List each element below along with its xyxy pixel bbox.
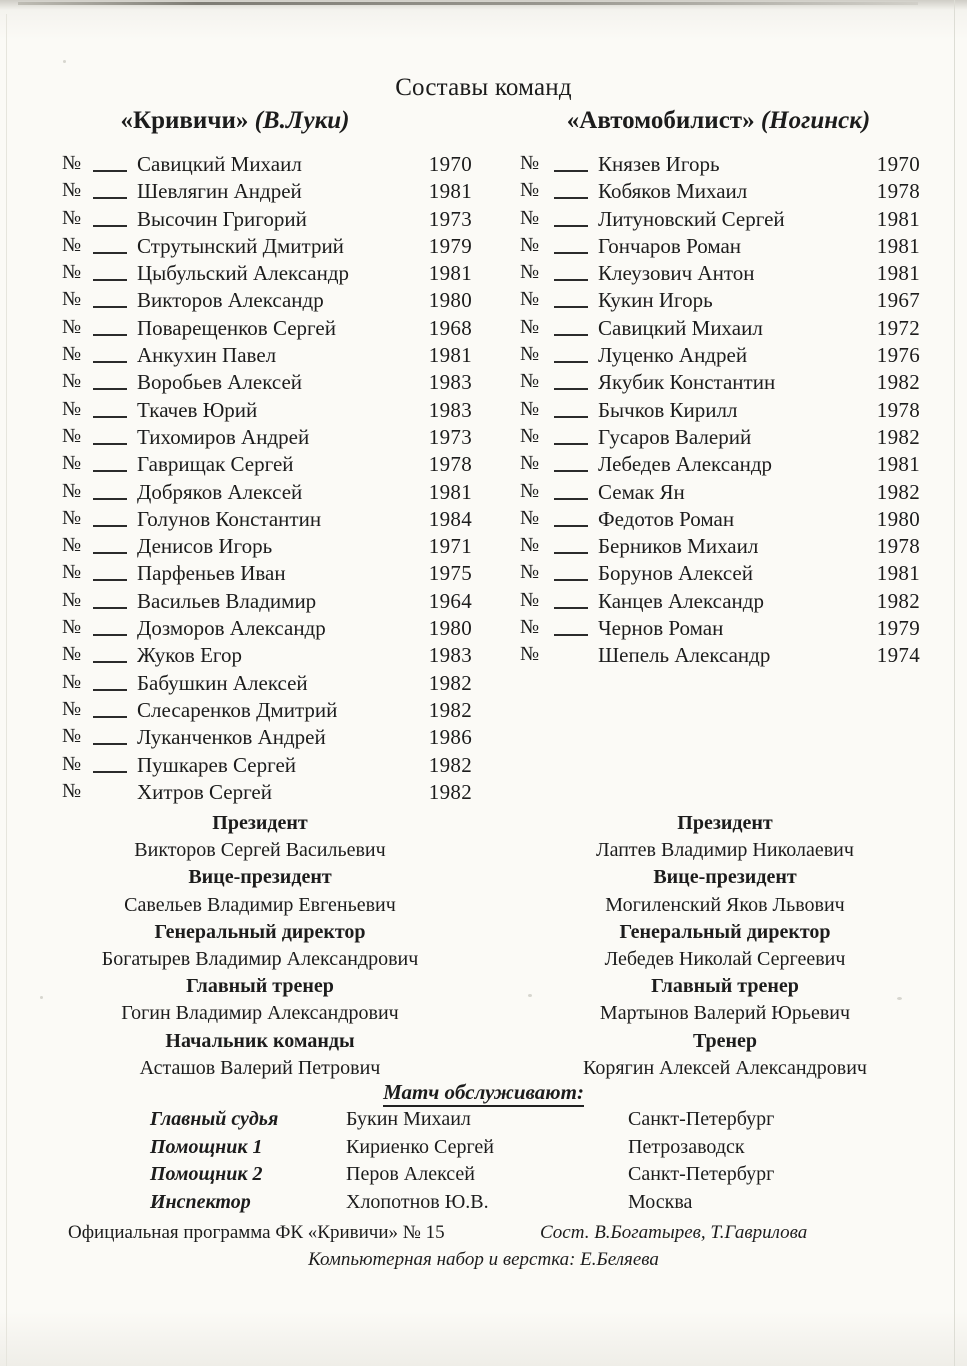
player-name: Якубик Константин <box>598 370 776 395</box>
player-row <box>62 370 472 397</box>
player-number-label: № <box>62 233 82 256</box>
player-name: Савицкий Михаил <box>137 152 302 176</box>
staff-person: Мартынов Валерий Юрьевич <box>599 1002 851 1025</box>
staff-person: Богатырев Владимир Александрович <box>101 948 419 971</box>
program-issue-text: Официальная программа ФК «Кривичи» № 15 <box>68 1222 445 1243</box>
player-number-blank <box>554 416 588 418</box>
official-name: Кириенко Сергей <box>346 1135 495 1158</box>
player-row <box>62 316 472 343</box>
player-number-label: № <box>520 370 540 393</box>
staff-person: Могиленский Яков Львович <box>605 893 845 916</box>
player-number-blank <box>554 552 588 554</box>
player-number-blank <box>93 197 127 199</box>
player-row <box>520 370 920 397</box>
player-number-blank <box>554 525 588 527</box>
player-number-label: № <box>62 288 82 311</box>
player-birth-year: 1970 <box>428 152 472 176</box>
player-name: Лебедев Александр <box>598 452 773 477</box>
player-number-label: № <box>62 397 82 420</box>
player-number-blank <box>93 470 127 472</box>
official-city: Санкт-Петербург <box>628 1108 775 1130</box>
player-number-blank <box>554 197 588 199</box>
player-number-label: № <box>62 643 82 666</box>
player-birth-year: 1982 <box>876 479 920 504</box>
player-birth-year: 1981 <box>428 479 472 504</box>
staff-home <box>40 810 480 1082</box>
player-birth-year: 1986 <box>428 725 472 750</box>
player-number-blank <box>93 661 127 663</box>
team-name-away: «Автомобилист» <box>566 107 755 134</box>
player-number-blank <box>93 225 127 227</box>
player-row <box>62 561 472 588</box>
player-name: Шепель Александр <box>598 643 771 668</box>
player-birth-year: 1981 <box>428 261 472 286</box>
player-number-blank <box>93 170 127 172</box>
player-number-blank <box>554 470 588 472</box>
player-number-label: № <box>520 616 540 639</box>
official-name: Хлопотнов Ю.В. <box>346 1190 489 1213</box>
player-birth-year: 1980 <box>428 616 472 641</box>
player-name: Воробьев Алексей <box>137 370 303 395</box>
player-number-blank <box>554 361 588 363</box>
player-number-label: № <box>62 588 82 611</box>
player-birth-year: 1982 <box>428 779 472 804</box>
player-name: Жуков Егор <box>137 643 243 668</box>
player-birth-year: 1979 <box>428 233 472 258</box>
player-birth-year: 1976 <box>876 343 920 368</box>
player-number-label: № <box>62 452 82 475</box>
player-name: Слесаренков Дмитрий <box>137 697 338 722</box>
player-name: Князев Игорь <box>598 152 720 176</box>
player-name: Гончаров Роман <box>598 233 742 258</box>
player-number-label: № <box>520 397 540 420</box>
player-row <box>520 207 920 234</box>
player-birth-year: 1974 <box>876 643 920 668</box>
player-name: Чернов Роман <box>598 616 724 641</box>
player-birth-year: 1981 <box>876 233 920 258</box>
player-birth-year: 1973 <box>428 206 472 231</box>
official-city: Петрозаводск <box>628 1135 745 1158</box>
official-role: Главный судья <box>150 1108 279 1130</box>
player-number-blank <box>93 279 127 281</box>
staff-role: Генеральный директор <box>619 920 831 943</box>
player-row <box>62 343 472 370</box>
player-number-blank <box>554 306 588 308</box>
player-row <box>520 643 920 670</box>
player-number-blank <box>93 743 127 745</box>
player-number-blank <box>554 388 588 390</box>
player-birth-year: 1982 <box>876 370 920 395</box>
player-birth-year: 1964 <box>428 588 472 613</box>
player-name: Струтынский Дмитрий <box>137 233 344 258</box>
staff-role: Главный тренер <box>651 975 799 998</box>
player-birth-year: 1978 <box>876 179 920 204</box>
player-number-blank <box>554 443 588 445</box>
player-row <box>520 561 920 588</box>
player-number-label: № <box>520 588 540 611</box>
player-name: Кобяков Михаил <box>598 179 748 204</box>
typesetting-credit: Компьютерная набор и верстка: Е.Беляева <box>308 1249 659 1270</box>
player-number-label: № <box>62 697 82 720</box>
player-birth-year: 1984 <box>428 506 472 531</box>
player-name: Федотов Роман <box>598 506 735 531</box>
player-name: Бабушкин Алексей <box>137 670 308 695</box>
official-row <box>150 1163 850 1191</box>
player-number-blank <box>93 716 127 718</box>
player-number-label: № <box>520 288 540 311</box>
player-row <box>520 589 920 616</box>
player-row <box>520 480 920 507</box>
player-name: Берников Михаил <box>598 534 759 559</box>
player-birth-year: 1981 <box>876 261 920 286</box>
player-row <box>62 780 472 807</box>
staff-person: Гогин Владимир Александрович <box>121 1002 399 1025</box>
player-name: Голунов Константин <box>137 506 322 531</box>
player-row <box>62 698 472 725</box>
player-row <box>62 234 472 261</box>
player-number-blank <box>554 279 588 281</box>
player-number-blank <box>554 579 588 581</box>
player-name: Парфеньев Иван <box>137 561 286 586</box>
player-number-label: № <box>62 616 82 639</box>
player-row <box>62 534 472 561</box>
player-name: Денисов Игорь <box>137 534 273 559</box>
player-birth-year: 1968 <box>428 315 472 340</box>
player-row <box>520 316 920 343</box>
player-number-label: № <box>62 370 82 393</box>
player-birth-year: 1970 <box>876 152 920 176</box>
player-birth-year: 1982 <box>428 670 472 695</box>
player-number-blank <box>93 252 127 254</box>
player-row <box>62 207 472 234</box>
player-name: Кукин Игорь <box>598 288 713 313</box>
player-row <box>62 288 472 315</box>
player-number-blank <box>93 525 127 527</box>
player-number-blank <box>93 607 127 609</box>
player-number-blank <box>554 334 588 336</box>
player-number-label: № <box>520 233 540 256</box>
player-number-blank <box>93 552 127 554</box>
player-number-blank <box>93 361 127 363</box>
player-name: Васильев Владимир <box>137 588 317 613</box>
player-row <box>520 288 920 315</box>
player-row <box>520 398 920 425</box>
player-birth-year: 1982 <box>876 588 920 613</box>
player-number-blank <box>93 771 127 773</box>
player-row <box>62 452 472 479</box>
player-row <box>520 343 920 370</box>
staff-person: Корягин Алексей Александрович <box>583 1056 867 1079</box>
player-number-label: № <box>62 670 82 693</box>
player-name: Бычков Кирилл <box>598 397 738 422</box>
player-number-blank <box>554 498 588 500</box>
player-number-blank <box>93 498 127 500</box>
official-row <box>150 1191 850 1219</box>
staff-role: Вице-президент <box>188 866 332 889</box>
player-name: Гаврищак Сергей <box>137 452 294 477</box>
player-name: Шевлягин Андрей <box>137 179 302 204</box>
player-birth-year: 1981 <box>876 206 920 231</box>
player-number-blank <box>554 634 588 636</box>
player-birth-year: 1980 <box>876 506 920 531</box>
player-row <box>62 725 472 752</box>
player-number-label: № <box>520 561 540 584</box>
official-role: Инспектор <box>150 1190 251 1213</box>
player-number-label: № <box>62 479 82 502</box>
player-birth-year: 1967 <box>876 288 920 313</box>
player-birth-year: 1981 <box>428 343 472 368</box>
player-birth-year: 1972 <box>876 315 920 340</box>
player-birth-year: 1982 <box>876 424 920 449</box>
player-row <box>520 179 920 206</box>
player-name: Клеузович Антон <box>598 261 755 286</box>
player-birth-year: 1978 <box>428 452 472 477</box>
player-row <box>520 507 920 534</box>
player-number-blank <box>93 634 127 636</box>
player-row <box>62 589 472 616</box>
official-role: Помощник 2 <box>150 1163 263 1185</box>
official-role: Помощник 1 <box>150 1135 263 1158</box>
player-number-blank <box>93 689 127 691</box>
staff-person: Викторов Сергей Васильевич <box>134 839 386 862</box>
staff-role: Президент <box>212 812 308 834</box>
player-number-label: № <box>520 643 540 666</box>
player-birth-year: 1983 <box>428 643 472 668</box>
roster-away <box>520 152 920 671</box>
player-number-blank <box>93 416 127 418</box>
player-name: Савицкий Михаил <box>598 315 763 340</box>
player-name: Тихомиров Андрей <box>137 424 310 449</box>
player-birth-year: 1981 <box>876 452 920 477</box>
player-number-label: № <box>520 315 540 338</box>
staff-person: Лаптев Владимир Николаевич <box>596 839 854 862</box>
player-row <box>520 152 920 179</box>
team-header-away <box>470 107 967 135</box>
player-name: Борунов Алексей <box>598 561 753 586</box>
player-birth-year: 1982 <box>428 752 472 777</box>
player-name: Высочин Григорий <box>137 206 307 231</box>
player-birth-year: 1982 <box>428 697 472 722</box>
officials-heading <box>0 1080 967 1105</box>
player-birth-year: 1973 <box>428 424 472 449</box>
player-number-blank <box>554 225 588 227</box>
staff-role: Начальник команды <box>165 1029 355 1052</box>
staff-away <box>500 810 950 1082</box>
official-row <box>150 1108 850 1136</box>
player-name: Пушкарев Сергей <box>137 752 297 777</box>
player-name: Луканченков Андрей <box>137 725 326 750</box>
player-number-label: № <box>520 179 540 202</box>
officials-table <box>150 1108 850 1218</box>
player-name: Цыбульский Александр <box>137 261 350 286</box>
player-row <box>62 753 472 780</box>
player-birth-year: 1978 <box>876 534 920 559</box>
player-number-label: № <box>520 479 540 502</box>
player-number-label: № <box>520 534 540 557</box>
official-name: Букин Михаил <box>346 1108 471 1130</box>
player-number-blank <box>93 334 127 336</box>
player-name: Гусаров Валерий <box>598 424 752 449</box>
player-number-label: № <box>62 779 82 802</box>
player-number-label: № <box>62 506 82 529</box>
player-name: Семак Ян <box>598 479 685 504</box>
staff-person: Асташов Валерий Петрович <box>139 1056 381 1079</box>
player-birth-year: 1983 <box>428 370 472 395</box>
player-row <box>62 507 472 534</box>
player-birth-year: 1983 <box>428 397 472 422</box>
player-number-blank <box>554 252 588 254</box>
official-city: Москва <box>628 1190 693 1213</box>
player-number-label: № <box>62 261 82 284</box>
player-name: Дозморов Александр <box>137 616 326 641</box>
roster-home <box>62 152 472 807</box>
team-header-home <box>0 107 470 135</box>
player-name: Поварещенков Сергей <box>137 315 336 340</box>
player-number-label: № <box>62 152 82 174</box>
player-number-label: № <box>62 424 82 447</box>
player-row <box>520 234 920 261</box>
player-name: Ткачев Юрий <box>137 397 258 422</box>
player-name: Добряков Алексей <box>137 479 303 504</box>
player-number-blank <box>554 607 588 609</box>
staff-person: Савельев Владимир Евгеньевич <box>124 893 396 916</box>
player-row <box>520 616 920 643</box>
player-number-label: № <box>62 725 82 748</box>
player-number-label: № <box>520 261 540 284</box>
player-row <box>62 152 472 179</box>
player-row <box>62 671 472 698</box>
player-birth-year: 1979 <box>876 616 920 641</box>
official-row <box>150 1136 850 1164</box>
player-name: Литуновский Сергей <box>598 206 785 231</box>
player-number-label: № <box>62 561 82 584</box>
player-name: Хитров Сергей <box>137 779 272 804</box>
player-birth-year: 1981 <box>428 179 472 204</box>
player-number-label: № <box>62 752 82 775</box>
player-row <box>62 179 472 206</box>
player-birth-year: 1981 <box>876 561 920 586</box>
staff-role: Президент <box>677 812 773 834</box>
team-city-away: (Ногинск) <box>760 107 871 134</box>
player-number-blank <box>93 306 127 308</box>
player-number-label: № <box>520 506 540 529</box>
player-number-label: № <box>520 152 540 174</box>
staff-person: Лебедев Николай Сергеевич <box>604 948 846 971</box>
team-name-home: «Кривичи» <box>120 107 249 134</box>
player-name: Канцев Александр <box>598 588 764 613</box>
player-row <box>62 261 472 288</box>
player-birth-year: 1975 <box>428 561 472 586</box>
player-row <box>520 534 920 561</box>
player-number-blank <box>93 443 127 445</box>
player-birth-year: 1971 <box>428 534 472 559</box>
staff-role: Вице-президент <box>653 866 797 889</box>
player-number-label: № <box>62 206 82 229</box>
player-name: Луценко Андрей <box>598 343 748 368</box>
player-number-label: № <box>62 315 82 338</box>
player-row <box>62 425 472 452</box>
player-number-label: № <box>62 534 82 557</box>
player-row <box>62 643 472 670</box>
player-birth-year: 1978 <box>876 397 920 422</box>
player-number-label: № <box>62 179 82 202</box>
player-birth-year: 1980 <box>428 288 472 313</box>
staff-role: Главный тренер <box>186 975 334 998</box>
player-number-label: № <box>520 424 540 447</box>
compilers-text: Сост. В.Богатырев, Т.Гаврилова <box>540 1222 808 1243</box>
player-number-label: № <box>520 452 540 475</box>
player-number-blank <box>554 170 588 172</box>
team-city-home: (В.Луки) <box>254 107 350 134</box>
player-number-blank <box>93 579 127 581</box>
player-row <box>520 261 920 288</box>
player-row <box>520 452 920 479</box>
staff-role: Генеральный директор <box>154 920 366 943</box>
official-city: Санкт-Петербург <box>628 1163 775 1185</box>
player-row <box>62 398 472 425</box>
player-name: Анкухин Павел <box>137 343 277 368</box>
player-number-label: № <box>520 206 540 229</box>
player-number-label: № <box>62 343 82 366</box>
player-row <box>62 480 472 507</box>
player-row <box>62 616 472 643</box>
player-number-blank <box>93 388 127 390</box>
player-number-label: № <box>520 343 540 366</box>
staff-role: Тренер <box>692 1029 758 1052</box>
officials-heading-text: Матч обслуживают: <box>383 1080 584 1107</box>
page-title: Составы команд <box>395 74 572 101</box>
player-name: Викторов Александр <box>137 288 324 313</box>
official-name: Перов Алексей <box>346 1163 475 1185</box>
player-row <box>520 425 920 452</box>
